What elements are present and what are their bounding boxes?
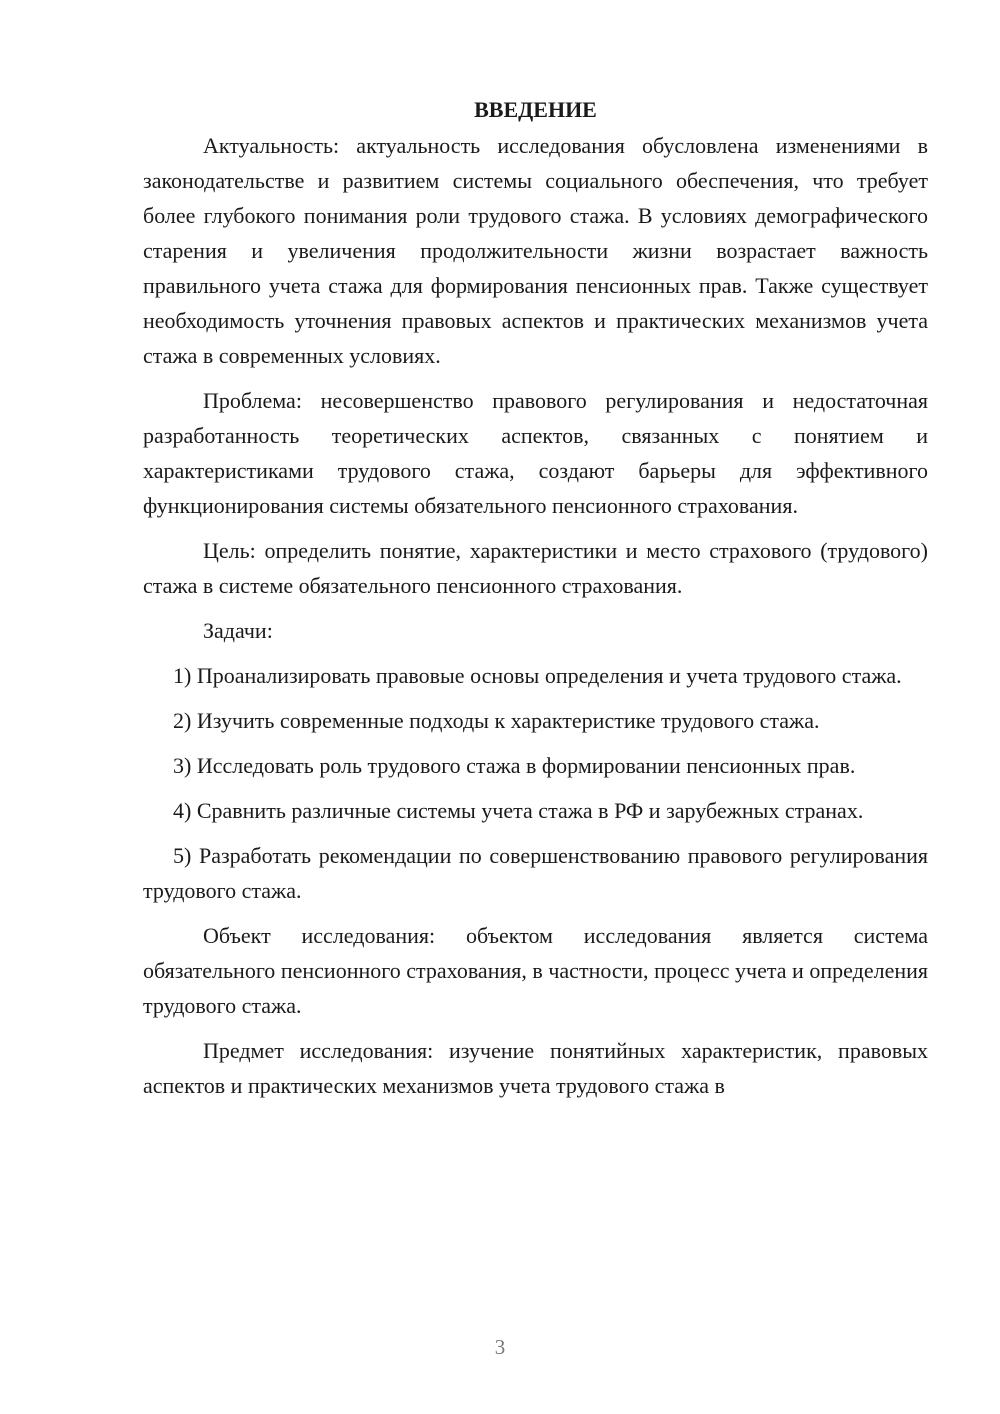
paragraph-problem: Проблема: несовершенство правового регулирования и недостаточная разработанность теоретических аспектов, связанных с понятием и характеристиками трудового стажа, создают барьеры для эффективного функционирования системы обязательного пенсионного страхования.: [143, 388, 928, 518]
task-item-1: 1) Проанализировать правовые основы определения и учета трудового стажа.: [173, 663, 902, 688]
document-page: [143, 92, 928, 1113]
task-item-2: 2) Изучить современные подходы к характеристике трудового стажа.: [173, 708, 820, 733]
paragraph-object: Объект исследования: объектом исследования является система обязательного пенсионного страхования, в частности, процесс учета и определения трудового стажа.: [143, 923, 928, 1018]
task-item-5: 5) Разработать рекомендации по совершенствованию правового регулирования трудового стажа.: [143, 843, 928, 903]
page-number: 3: [494, 1335, 506, 1359]
paragraph-subject: Предмет исследования: изучение понятийных характеристик, правовых аспектов и практических механизмов учета трудового стажа в: [143, 1038, 928, 1098]
paragraph-relevance: Актуальность: актуальность исследования обусловлена изменениями в законодательстве и развитием системы социального обеспечения, что требует более глубокого понимания роли трудового стажа. В условиях демографического старения и увеличения продолжительности жизни возрастает важность правильного учета стажа для формирования пенсионных прав. Также существует необходимость уточнения правовых аспектов и практических механизмов учета стажа в современных условиях.: [143, 133, 928, 368]
paragraph-goal: Цель: определить понятие, характеристики и место страхового (трудового) стажа в системе обязательного пенсионного страхования.: [143, 538, 928, 598]
section-title: ВВЕДЕНИЕ: [474, 97, 597, 122]
paragraph-tasks-heading: Задачи:: [203, 618, 273, 643]
task-item-4: 4) Сравнить различные системы учета стажа в РФ и зарубежных странах.: [173, 798, 864, 823]
task-item-3: 3) Исследовать роль трудового стажа в формировании пенсионных прав.: [173, 753, 856, 778]
